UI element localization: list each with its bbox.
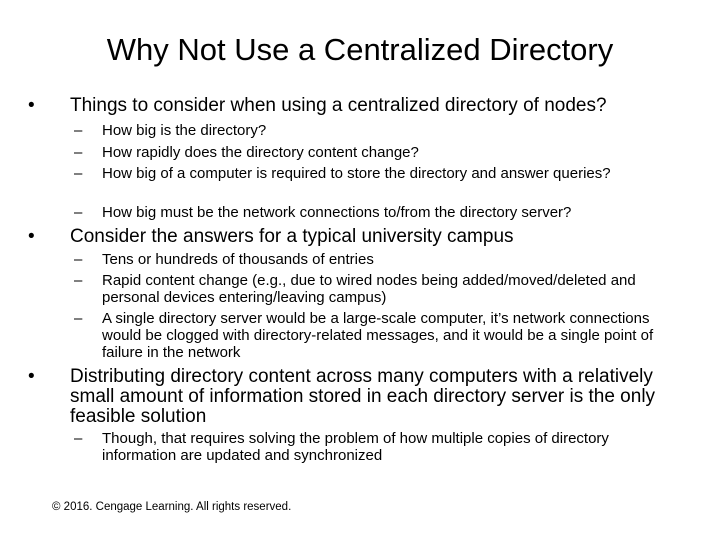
bullet-item	[28, 95, 700, 116]
sub-bullet-text: A single directory server would be a large-scale computer, it’s network connections would be clogged with directory-related messages, and it would be a single point of failure in the network	[102, 310, 654, 361]
sub-bullet-marker: –	[74, 430, 83, 447]
sub-bullet-marker: –	[74, 251, 83, 268]
sub-bullet-marker: –	[74, 310, 83, 327]
bullet-marker: •	[28, 366, 35, 387]
sub-bullet-item	[74, 204, 692, 221]
sub-bullet-item	[74, 122, 682, 139]
sub-bullet-marker: –	[74, 122, 83, 139]
sub-bullet-item	[74, 251, 662, 268]
copyright-footer: © 2016. Cengage Learning. All rights reserved.	[52, 501, 292, 513]
bullet-item	[28, 366, 682, 427]
sub-bullet-text: Though, that requires solving the problem of how multiple copies of directory information are updated and synchronized	[102, 430, 609, 464]
bullet-text: Distributing directory content across many computers with a relatively small amount of information stored in each directory server is the only feasible solution	[70, 366, 656, 427]
sub-bullet-text: How big must be the network connections to/from the directory server?	[102, 204, 572, 221]
slide-title: Why Not Use a Centralized Directory	[106, 32, 614, 67]
bullet-text: Things to consider when using a centralized directory of nodes?	[70, 95, 607, 116]
sub-bullet-text: How big of a computer is required to store the directory and answer queries?	[102, 165, 611, 182]
bullet-item	[28, 226, 700, 247]
sub-bullet-item	[74, 144, 682, 161]
sub-bullet-item	[74, 272, 664, 306]
sub-bullet-item	[74, 430, 667, 464]
bullet-marker: •	[28, 226, 35, 247]
sub-bullet-text: Tens or hundreds of thousands of entries	[102, 251, 374, 268]
sub-bullet-text: How big is the directory?	[102, 122, 267, 139]
sub-bullet-text: How rapidly does the directory content change?	[102, 144, 419, 161]
bullet-text: Consider the answers for a typical university campus	[70, 226, 514, 247]
sub-bullet-marker: –	[74, 272, 83, 289]
sub-bullet-marker: –	[74, 144, 83, 161]
bullet-marker: •	[28, 95, 35, 116]
sub-bullet-item	[74, 165, 657, 182]
sub-bullet-item	[74, 310, 664, 361]
sub-bullet-marker: –	[74, 204, 83, 221]
sub-bullet-text: Rapid content change (e.g., due to wired nodes being added/moved/deleted and personal devices entering/leaving campus)	[102, 272, 636, 306]
sub-bullet-marker: –	[74, 165, 83, 182]
